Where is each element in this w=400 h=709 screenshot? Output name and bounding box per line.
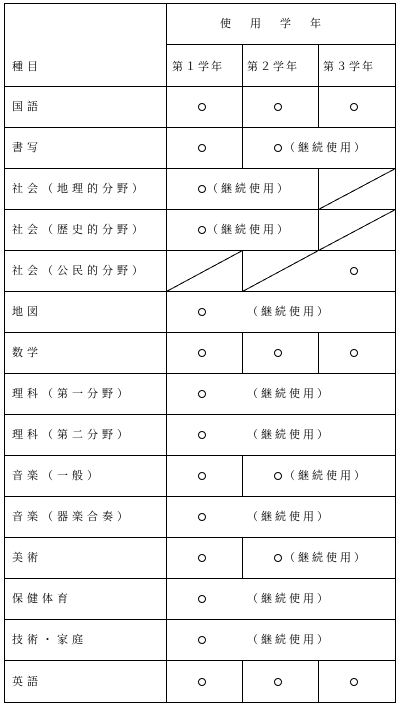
usage-circle-icon xyxy=(274,349,282,357)
continued-use-note: （継続使用） xyxy=(247,592,331,605)
usage-circle-icon xyxy=(274,144,282,152)
subject-cell: 地図 xyxy=(12,305,42,318)
usage-circle-icon xyxy=(198,472,206,480)
subject-cell: 英語 xyxy=(12,675,42,688)
usage-circle-icon xyxy=(198,431,206,439)
usage-circle-icon xyxy=(274,554,282,562)
continued-use-note: （継続使用） xyxy=(247,428,331,441)
continued-use-note: （継続使用） xyxy=(247,305,331,318)
continued-use-note: （継続使用） xyxy=(207,223,291,236)
usage-circle-icon xyxy=(350,103,358,111)
subject-cell: 美術 xyxy=(12,551,42,564)
header-subject: 種目 xyxy=(12,60,42,73)
subject-cell: 社会（公民的分野） xyxy=(12,264,147,277)
usage-circle-icon xyxy=(198,226,206,234)
subject-cell: 音楽（一般） xyxy=(12,469,102,482)
usage-circle-icon xyxy=(198,144,206,152)
header-year2: 第２学年 xyxy=(247,60,299,73)
continued-use-note: （継続使用） xyxy=(247,633,331,646)
continued-use-note: （継続使用） xyxy=(247,510,331,523)
usage-circle-icon xyxy=(198,554,206,562)
usage-circle-icon xyxy=(274,103,282,111)
continued-use-note: （継続使用） xyxy=(207,182,291,195)
continued-use-note: （継続使用） xyxy=(247,387,331,400)
header-usage-year: 使 用 学 年 xyxy=(220,17,325,30)
subject-cell: 国語 xyxy=(12,100,42,113)
usage-circle-icon xyxy=(198,103,206,111)
subject-cell: 理科（第二分野） xyxy=(12,428,132,441)
usage-circle-icon xyxy=(350,349,358,357)
usage-circle-icon xyxy=(198,349,206,357)
subject-cell: 音楽（器楽合奏） xyxy=(12,510,132,523)
subject-cell: 数学 xyxy=(12,346,42,359)
subject-cell: 書写 xyxy=(12,141,42,154)
continued-use-note: （継続使用） xyxy=(284,551,368,564)
subject-cell: 社会（歴史的分野） xyxy=(12,223,147,236)
usage-circle-icon xyxy=(198,678,206,686)
usage-circle-icon xyxy=(350,267,358,275)
usage-circle-icon xyxy=(198,595,206,603)
usage-circle-icon xyxy=(198,390,206,398)
usage-circle-icon xyxy=(350,678,358,686)
usage-circle-icon xyxy=(198,308,206,316)
usage-circle-icon xyxy=(274,678,282,686)
header-year1: 第１学年 xyxy=(172,60,224,73)
subject-cell: 技術・家庭 xyxy=(12,633,87,646)
subject-cell: 理科（第一分野） xyxy=(12,387,132,400)
header-year3: 第３学年 xyxy=(323,60,375,73)
usage-circle-icon xyxy=(198,636,206,644)
subject-cell: 社会（地理的分野） xyxy=(12,182,147,195)
usage-circle-icon xyxy=(198,185,206,193)
continued-use-note: （継続使用） xyxy=(284,469,368,482)
usage-circle-icon xyxy=(198,513,206,521)
continued-use-note: （継続使用） xyxy=(284,141,368,154)
usage-circle-icon xyxy=(274,472,282,480)
subject-cell: 保健体育 xyxy=(12,592,72,605)
